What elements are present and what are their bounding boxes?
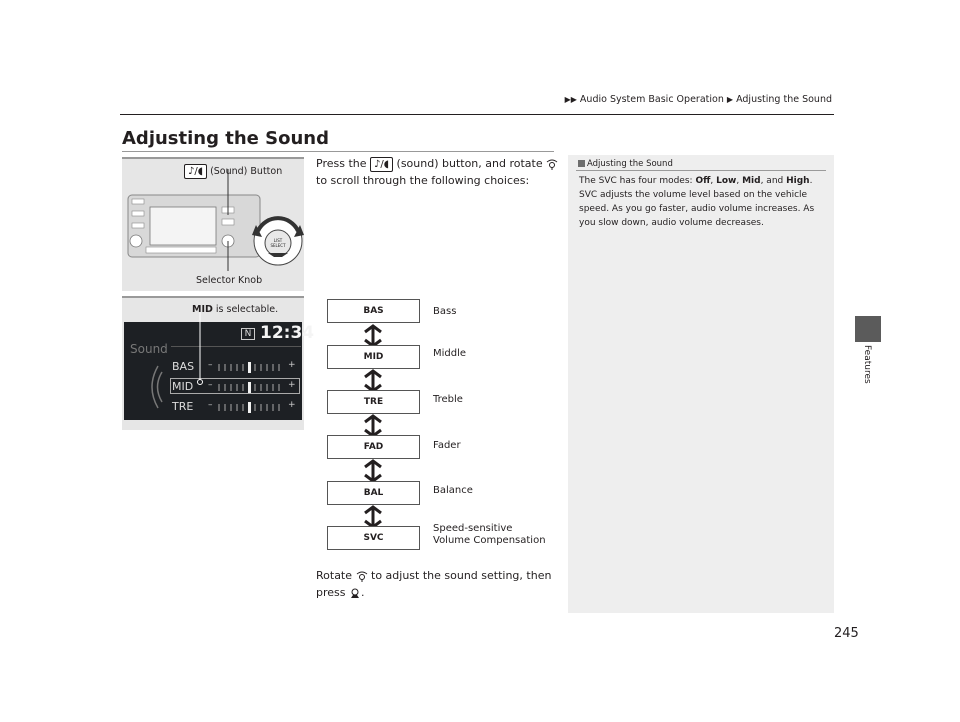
page-title: Adjusting the Sound	[122, 128, 329, 149]
press-knob-icon	[349, 587, 361, 599]
gear-indicator: N	[241, 328, 255, 340]
mode-name: Bass	[433, 306, 457, 317]
mode-box-bal: BAL	[327, 481, 420, 505]
outro-paragraph: Rotate to adjust the sound setting, then press .	[316, 569, 552, 599]
mode-name: Fader	[433, 440, 461, 451]
note-divider	[576, 170, 826, 171]
minus-icon: –	[208, 360, 213, 370]
note-title: Adjusting the Sound	[578, 159, 673, 169]
sound-button-label: ♪/◖ (Sound) Button	[184, 164, 282, 179]
mode-box-mid: MID	[327, 345, 420, 369]
mid-callout: MID is selectable.	[192, 304, 279, 315]
breadcrumb	[540, 94, 832, 105]
svg-text:SELECT: SELECT	[270, 243, 286, 248]
title-divider	[122, 151, 554, 152]
mode-box-bas: BAS	[327, 299, 420, 323]
head-unit-figure	[122, 157, 304, 291]
screen-heading: Sound	[130, 342, 168, 356]
selector-knob-label: Selector Knob	[196, 275, 263, 286]
plus-icon: +	[288, 400, 296, 410]
music-note-icon: ♪/◖	[370, 157, 393, 172]
header-divider	[120, 114, 834, 115]
row-label: MID	[172, 380, 194, 393]
breadcrumb-arrow-icon: ▶▶	[564, 95, 577, 104]
svg-text:LIST: LIST	[273, 238, 283, 243]
rotate-knob-icon	[546, 158, 558, 170]
double-arrow-icon	[362, 459, 384, 483]
minus-icon: –	[208, 380, 213, 390]
mode-name: Treble	[433, 394, 463, 405]
page-number: 245	[834, 626, 859, 641]
breadcrumb-arrow-icon: ▶	[726, 95, 734, 104]
callout-line	[190, 312, 210, 392]
mode-name: Speed-sensitive Volume Compensation	[433, 523, 546, 546]
speaker-icon	[144, 362, 164, 412]
row-label: BAS	[172, 360, 195, 373]
plus-icon: +	[288, 380, 296, 390]
section-tab-marker	[855, 316, 881, 342]
intro-paragraph: Press the ♪/◖ (sound) button, and rotate to scroll through the following choices:	[316, 155, 566, 189]
mode-box-tre: TRE	[327, 390, 420, 414]
plus-icon: +	[288, 360, 296, 370]
rotate-knob-icon	[356, 570, 368, 582]
level-scales	[216, 362, 286, 414]
breadcrumb-item[interactable]: Audio System Basic Operation	[579, 94, 724, 105]
note-body: The SVC has four modes: Off, Low, Mid, and High. SVC adjusts the volume level based on the vehicle speed. As you go faster, audio volume increases. As you slow down, audio volume decreases.	[579, 176, 815, 228]
breadcrumb-item[interactable]: Adjusting the Sound	[736, 94, 832, 105]
sound-display	[124, 322, 315, 420]
note-icon	[578, 160, 585, 167]
clock: 12:34	[260, 323, 315, 343]
mode-name: Balance	[433, 485, 473, 496]
music-note-icon: ♪/◖	[184, 164, 207, 179]
minus-icon: –	[208, 400, 213, 410]
mode-box-svc: SVC	[327, 526, 420, 550]
section-tab-label: Features	[862, 345, 872, 384]
row-label: TRE	[172, 400, 194, 413]
mode-box-fad: FAD	[327, 435, 420, 459]
mode-name: Middle	[433, 348, 467, 359]
